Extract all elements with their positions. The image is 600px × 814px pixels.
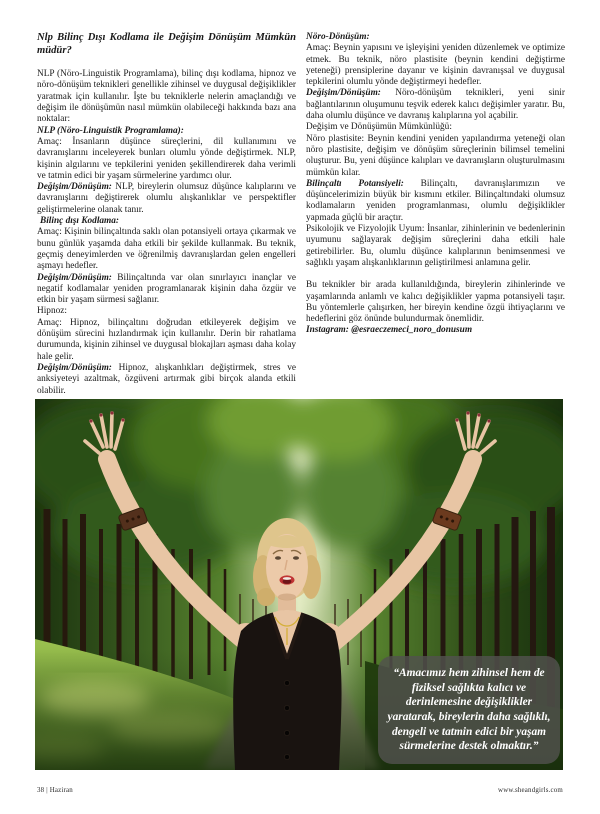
subheading-noro-donusum: Nöro-Dönüşüm: [306, 32, 370, 42]
paragraph [37, 363, 296, 397]
page-footer [37, 787, 563, 794]
paragraph: Amaç: Beynin yapısını ve işleyişini yeniden düzenlemek ve optimize etmek. Bu teknik, nöro plastisite (beynin kendini değiştirme yeteneği) prensiplerine dayanır ve kişinin davranışsal ve duygusal tepkilerini olumlu yönde değiştirmeyi hedefler. [306, 43, 565, 88]
article-photo [35, 399, 563, 770]
paragraph-lead: Değişim/Dönüşüm: [37, 362, 112, 373]
pull-quote-box [378, 656, 560, 764]
pull-quote-text: “Amacımız hem zihinsel hem de fiziksel sağlıkta kalıcı ve derinlemesine değişiklikler yaratarak, bireylerin daha sağlıklı, dengeli ve tatmin edici bir yaşam sürmelerine destek olmaktır.” [387, 667, 551, 753]
paragraph [306, 179, 565, 224]
paragraph [306, 88, 565, 122]
page-number-month: 38 | Haziran [37, 787, 73, 794]
article-right-column [306, 32, 565, 337]
line-hipnoz: Hipnoz: [37, 306, 67, 317]
paragraph: Amaç: Kişinin bilinçaltında saklı olan potansiyeli ortaya çıkarmak ve bunu günlük yaşamda daha etkili bir şekilde kullanmak. Bu teknik, geçmiş deneyimlerden ve öğrenilmiş davranışlardan gelen engelleri aşmayı hedefler. [37, 227, 296, 272]
paragraph [37, 273, 296, 307]
line-mumkunlugu: Değişim ve Dönüşümün Mümkünlüğü: [306, 122, 452, 133]
paragraph-lead: Değişim/Dönüşüm: [37, 182, 112, 193]
paragraph: NLP (Nöro-Linguistik Programlama), bilinç dışı kodlama, hipnoz ve nöro-dönüşüm teknikleri genellikle zihinsel ve duygusal değişiklikler yaratmak için kullanılır. İşte bu tekniklerle nelerin amaçlandığı ve değişim ile dönüşümün nasıl mümkün olabileceği hakkında bazı ana noktalar: [37, 69, 296, 125]
paragraph: Nöro plastisite: Beynin kendini yeniden yapılandırma yeteneği olan nöro plastisite, değişim ve dönüşüm süreçlerinin bilimsel temelini oluşturur. Bu, yeni düşünce kalıpları ve davranışların oluşturulmasını mümkün kılar. [306, 133, 565, 178]
website-url: www.sheandgirls.com [498, 787, 563, 794]
paragraph-text: NLP, bireylerin olumsuz düşünce kalıplarını ve davranışlarını değiştirerek olumlu alışkanlıklar ve perspektifler geliştirmelerine olanak tanır. [37, 182, 296, 215]
subheading-bilinc-disi: Bilinç dışı Kodlama: [40, 216, 120, 227]
article-title: Nlp Bilinç Dışı Kodlama ile Değişim Dönüşüm Mümkün müdür? [37, 32, 296, 56]
paragraph-text: Bilinçaltında var olan sınırlayıcı inançlar ve negatif kodlamalar yeniden programlanarak kişinin daha özgür ve etkin bir yaşam sürmesi sağlanır. [37, 272, 296, 306]
paragraph-text: Bilinçaltı, davranışlarımızın ve düşüncelerimizin büyük bir kısmını etkiler. Bilinçaltındaki olumsuz kodlamaların yeniden programlanması, olumlu değişiklikler yapmada güçlü bir araçtır. [306, 178, 565, 223]
paragraph [37, 182, 296, 216]
paragraph-text: Nöro-dönüşüm teknikleri, yeni sinir bağlantılarının oluşumunu teşvik ederek kalıcı değişimler yaratır. Bu, daha olumlu düşünce ve davranış kalıplarına yol açabilir. [306, 88, 565, 122]
paragraph: Psikolojik ve Fizyolojik Uyum: İnsanlar, zihinlerinin ve bedenlerinin uyumunu sağlayarak değişim süreçlerini daha etkili hale getirebilirler. Bu, olumlu düşünce kalıplarının benimsenmesi ve sağlıklı yaşam alışkanlıklarının geliştirilmesi anlamına gelir. [306, 224, 565, 268]
paragraph-lead: Değişim/Dönüşüm: [306, 88, 381, 99]
paragraph-text: Hipnoz, alışkanlıkları değiştirmek, stres ve anksiyeteyi azaltmak, özgüveni artırmak gibi birçok alanda etkili olabilir. [37, 362, 296, 396]
left-eye [275, 556, 281, 560]
hair-bun [257, 588, 275, 606]
paragraph: Bu teknikler bir arada kullanıldığında, bireylerin zihinlerinde ve yaşamlarında anlamlı ve kalıcı değişiklikler yapma potansiyeli taşır. Bu yöntemlerle çalışırken, her bireyin kendine özgü ihtiyaçlarını ve hedeflerini göz önünde bulundurmak önemlidir. [306, 280, 565, 325]
paragraph: Amaç: Hipnoz, bilinçaltını doğrudan etkileyerek değişim ve dönüşüm sürecini hızlandırmak için kullanılır. Derin bir rahatlama durumunda, kişinin zihinsel ve duygusal blokajları aşması daha kolay hale gelir. [37, 317, 296, 362]
paragraph-lead: Bilinçaltı Potansiyeli: [306, 178, 404, 189]
article-left-column [37, 32, 296, 397]
instagram-handle: Instagram: @esraeczemeci_noro_donusum [306, 325, 473, 336]
paragraph: Amaç: İnsanların düşünce süreçlerini, dil kullanımını ve davranışlarını inceleyerek bunları olumlu yönde değiştirmek. NLP, kişinin algılarını ve tepkilerini yeniden şekillendirerek daha verimli ve tatmin edici bir yaşam sürmelerine yardımcı olur. [37, 136, 296, 181]
subheading-nlp: NLP (Nöro-Linguistik Programlama): [37, 125, 184, 136]
right-eye [293, 556, 299, 560]
paragraph-lead: Değişim/Dönüşüm: [37, 272, 112, 283]
